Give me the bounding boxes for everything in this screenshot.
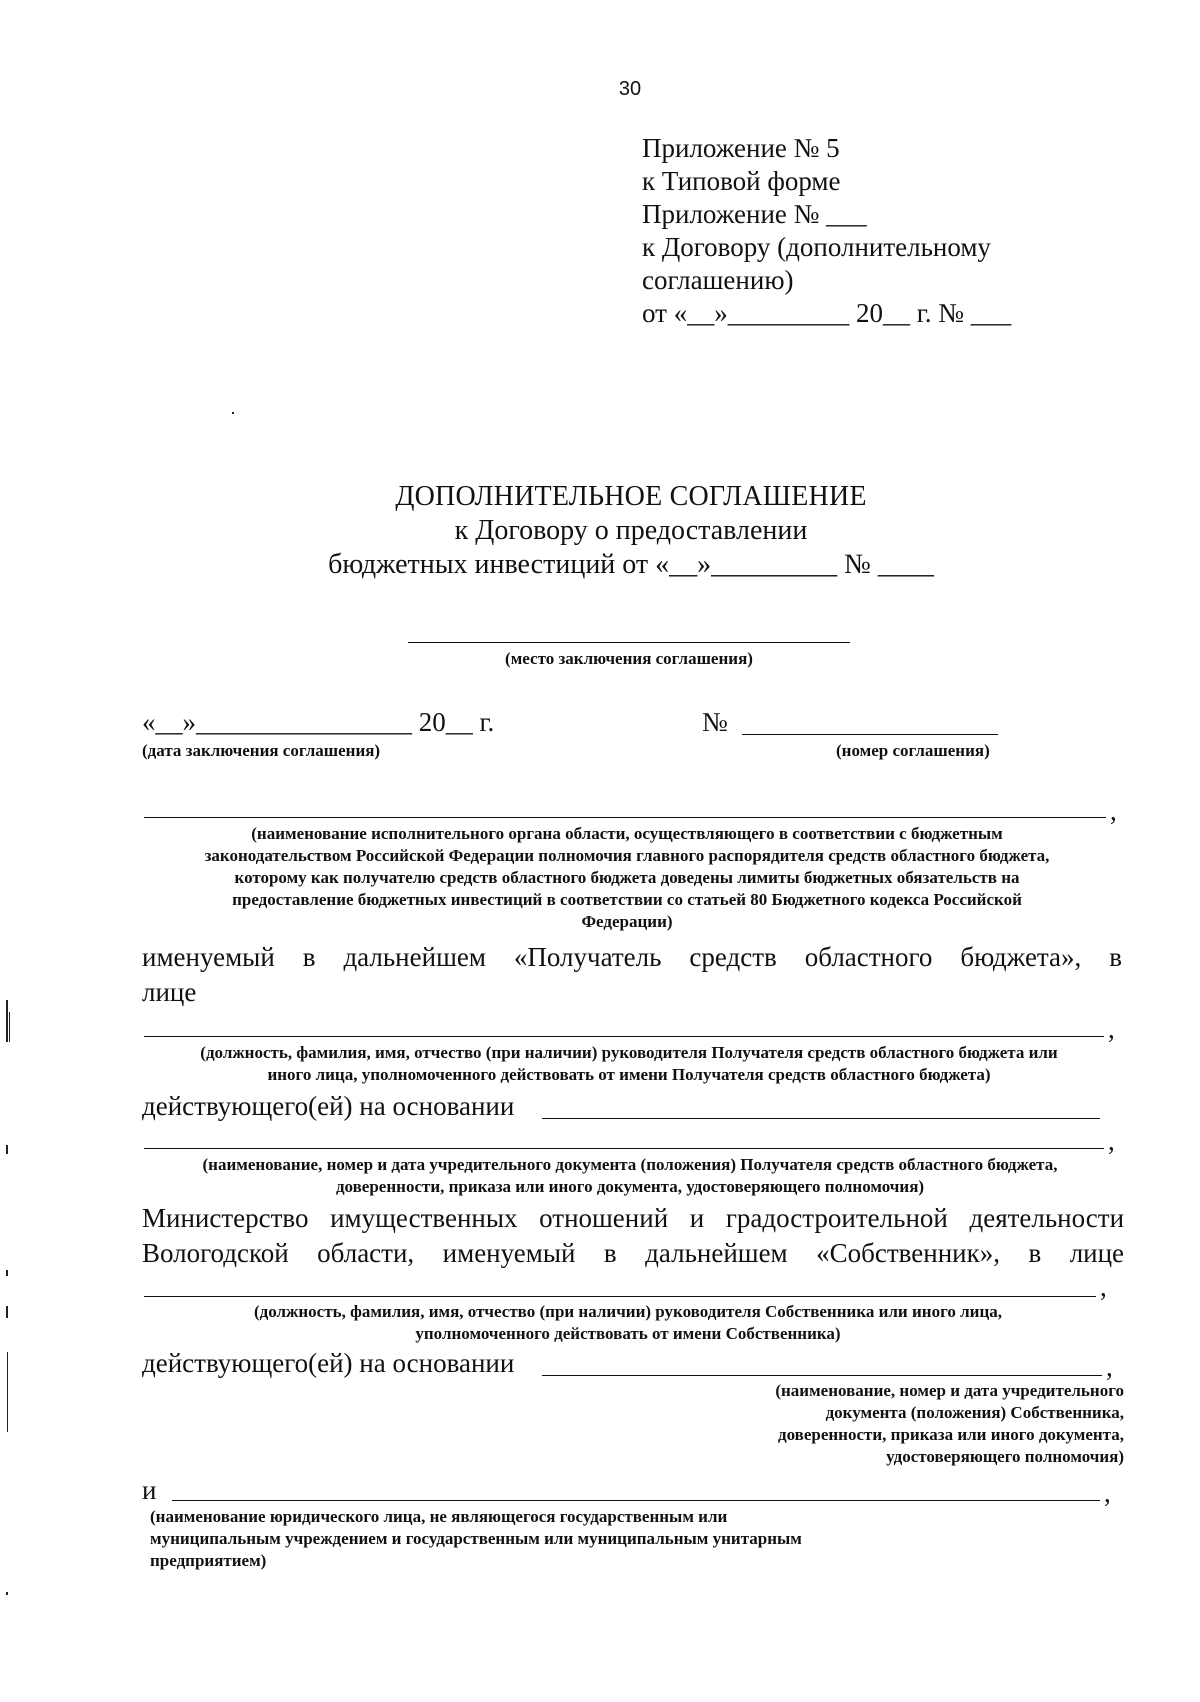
word: Министерство (142, 1203, 309, 1233)
caption-line: (наименование исполнительного органа области, осуществляющего в соответствии с бюджетным (251, 824, 1003, 843)
caption-line: иного лица, уполномоченного действовать от имени Получателя средств областного бюджета) (267, 1065, 991, 1084)
title-line: ДОПОЛНИТЕЛЬНОЕ СОГЛАШЕНИЕ (395, 481, 867, 512)
date-caption: (дата заключения соглашения) (142, 741, 381, 760)
head-recipient-rule (144, 1036, 1104, 1037)
caption-line: муниципальным учреждением и государственным или муниципальным унитарным (150, 1529, 802, 1548)
word: именуемый (442, 1238, 576, 1268)
acting-basis-label: действующего(ей) на основании (142, 1091, 515, 1121)
ministry-line1 (142, 1202, 1124, 1234)
number-caption: (номер соглашения) (836, 741, 990, 760)
caption-line: предприятием) (150, 1551, 267, 1570)
document-title (0, 480, 1200, 582)
word: и (689, 1203, 705, 1233)
word: бюджета», (960, 942, 1082, 972)
word: в (302, 942, 316, 972)
organ-caption (132, 823, 1122, 933)
word: областного (804, 942, 933, 972)
appendix-line: Приложение № ___ (642, 199, 867, 229)
scan-artifact (6, 1270, 8, 1276)
word: в (1109, 942, 1122, 972)
named-recipient-line2: лице (142, 977, 197, 1007)
caption-line: (должность, фамилия, имя, отчество (при наличии) руководителя Собственника или иного лица, (253, 1302, 1002, 1321)
caption-line: (наименование, номер и дата учредительного документа (положения) Получателя средств областного бюджета, (202, 1155, 1058, 1174)
caption-line: (должность, фамилия, имя, отчество (при наличии) руководителя Получателя средств областного бюджета или (200, 1043, 1058, 1062)
page-number: 30 (618, 78, 642, 100)
date-line: «__»________________ 20__ г. (142, 707, 495, 737)
number-label: № (702, 707, 728, 737)
caption-line: удостоверяющего полномочия) (886, 1447, 1124, 1466)
basis-owner-caption (775, 1380, 1124, 1468)
word: «Получатель (513, 942, 662, 972)
ministry-line2 (142, 1237, 1124, 1269)
comma: , (1108, 1126, 1115, 1156)
word: области, (317, 1238, 415, 1268)
comma: , (1110, 796, 1117, 826)
word: отношений (539, 1203, 669, 1233)
word: средств (689, 942, 777, 972)
appendix-line: соглашению) (642, 265, 794, 295)
word: деятельности (969, 1203, 1125, 1233)
appendix-block (642, 132, 1011, 330)
word: дальнейшем (343, 942, 486, 972)
legal-entity-caption (150, 1506, 802, 1572)
caption-line: (наименование юридического лица, не являющегося государственным или (150, 1507, 728, 1526)
word: «Собственник», (816, 1238, 1000, 1268)
word: именуемый (142, 942, 275, 972)
word: в (1028, 1238, 1042, 1268)
word: градостроительной (725, 1203, 948, 1233)
caption-line: уполномоченного действовать от имени Собственника) (415, 1324, 841, 1343)
caption-line: законодательством Российской Федерации полномочия главного распорядителя средств областного бюджета, (204, 846, 1050, 865)
place-rule (408, 642, 850, 643)
named-recipient-line (142, 941, 1122, 973)
word: имущественных (330, 1203, 518, 1233)
scan-artifact (6, 1592, 8, 1595)
word: Вологодской (142, 1238, 289, 1268)
comma: , (1100, 1272, 1107, 1302)
caption-line: Федерации) (581, 912, 673, 931)
caption-line: доверенности, приказа или иного документа, (777, 1425, 1124, 1444)
appendix-line: от «__»_________ 20__ г. № ___ (642, 298, 1012, 328)
legal-entity-rule (172, 1500, 1100, 1501)
number-rule (742, 734, 998, 735)
title-line: к Договору о предоставлении (454, 515, 808, 546)
caption-line: (наименование, номер и дата учредительного (775, 1381, 1124, 1400)
appendix-line: к Типовой форме (642, 166, 841, 196)
basis-recipient-rule (144, 1148, 1104, 1149)
caption-line: которому как получателю средств областного бюджета доведены лимиты бюджетных обязательств на (234, 868, 1020, 887)
caption-line: доверенности, приказа или иного документа, удостоверяющего полномочия) (335, 1177, 925, 1196)
word: лице (1069, 1238, 1125, 1268)
scan-artifact (9, 1012, 10, 1042)
word: дальнейшем (645, 1238, 788, 1268)
scan-artifact (6, 1145, 8, 1154)
scan-artifact (6, 1000, 8, 1042)
and-label: и (142, 1475, 157, 1505)
basis-recipient-caption (132, 1154, 1128, 1198)
scan-artifact (232, 412, 234, 414)
title-line: бюджетных инвестиций от «__»_________ № ____ (328, 549, 934, 580)
organ-rule (144, 817, 1106, 818)
appendix-line: Приложение № 5 (642, 133, 840, 163)
comma: , (1106, 1352, 1113, 1382)
comma: , (1108, 1014, 1115, 1044)
caption-line: документа (положения) Собственника, (825, 1403, 1124, 1422)
head-owner-rule (144, 1296, 1096, 1297)
head-recipient-caption (132, 1042, 1126, 1086)
acting-basis-rule (542, 1118, 1100, 1119)
caption-line: предоставление бюджетных инвестиций в соответствии со статьей 80 Бюджетного кодекса Российской (232, 890, 1022, 909)
acting-basis-owner-rule (542, 1375, 1102, 1376)
comma: , (1104, 1478, 1111, 1508)
scan-artifact (6, 1306, 8, 1318)
word: в (603, 1238, 617, 1268)
appendix-line: к Договору (дополнительному (642, 232, 991, 262)
acting-basis-label-owner: действующего(ей) на основании (142, 1348, 515, 1378)
place-caption: (место заключения соглашения) (505, 649, 753, 668)
head-owner-caption (132, 1301, 1124, 1345)
scan-artifact (7, 1352, 8, 1432)
